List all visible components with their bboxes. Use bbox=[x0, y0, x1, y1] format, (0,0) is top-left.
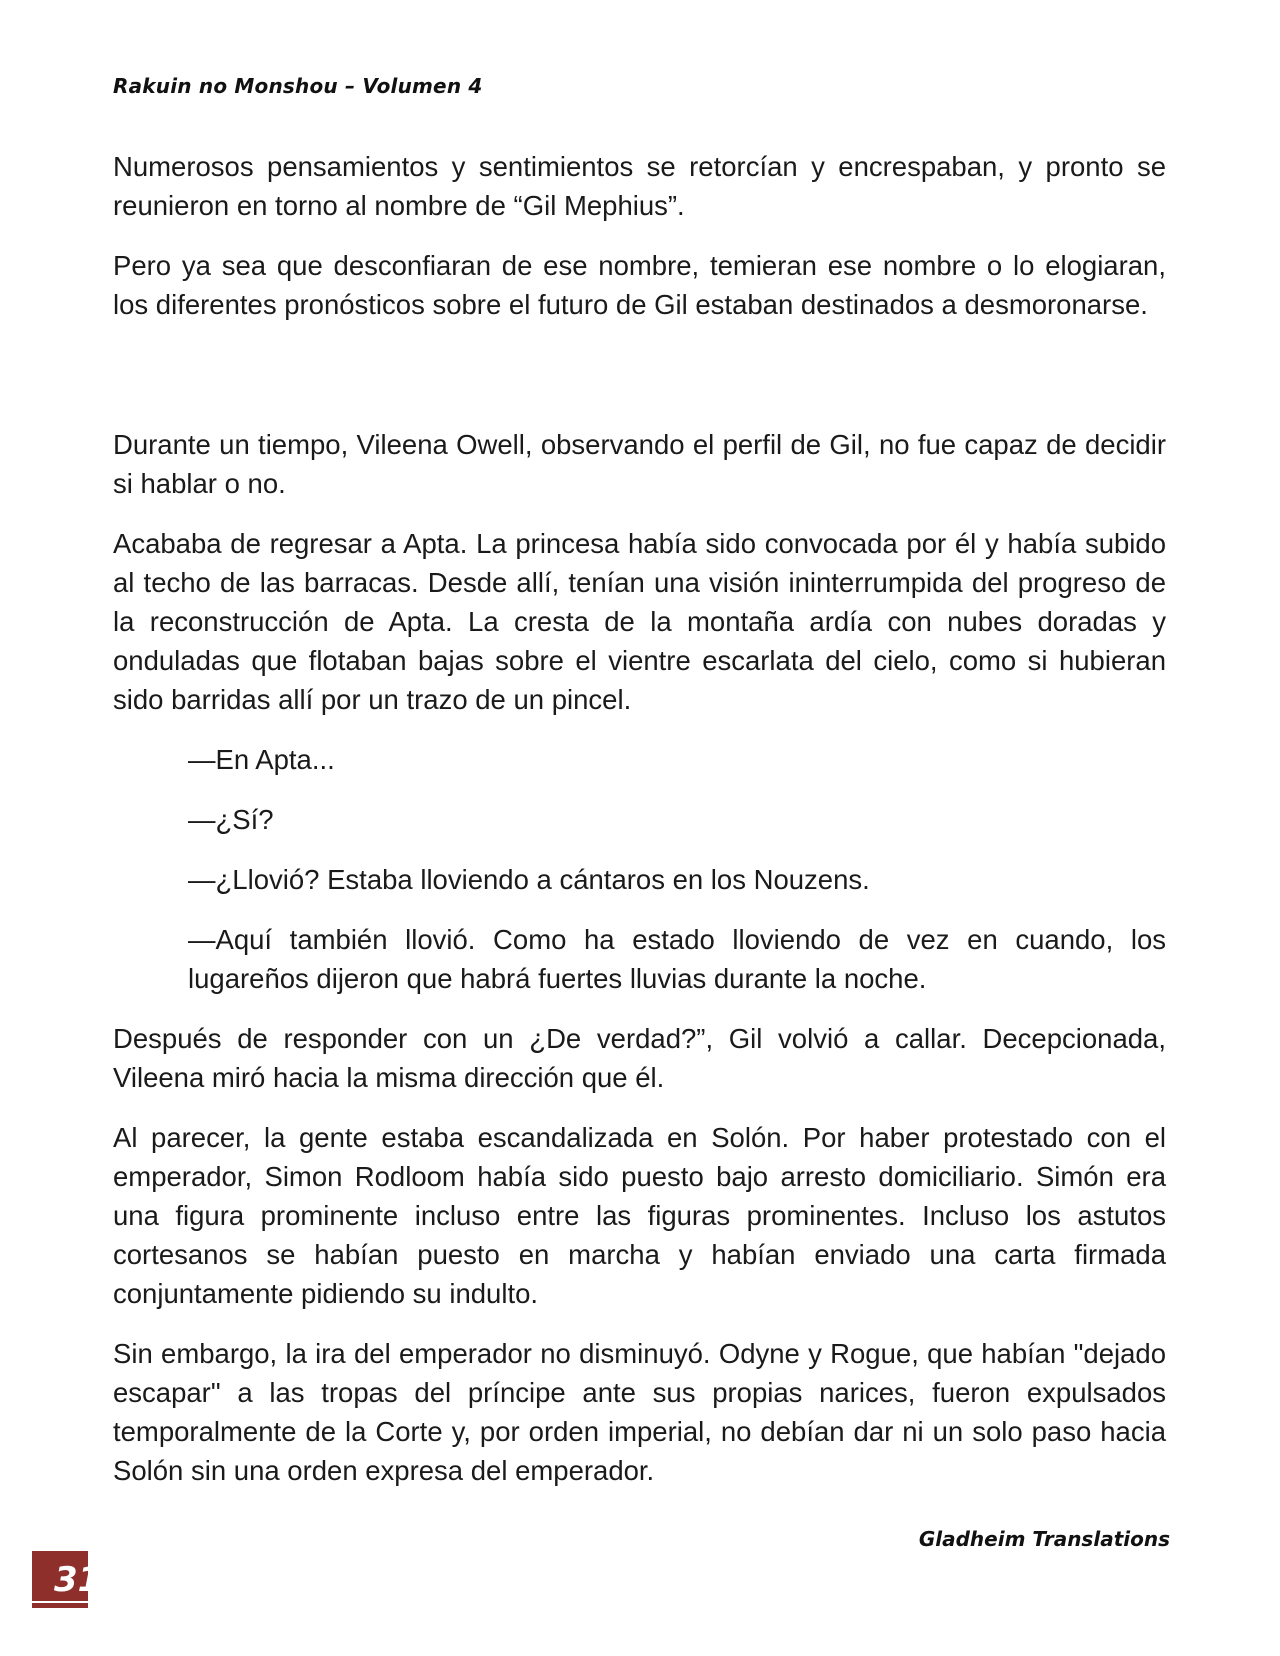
page-number: 31 bbox=[54, 1560, 102, 1600]
paragraph: Acababa de regresar a Apta. La princesa había sido convocada por él y había subido al techo de las barracas. Desde allí, tenían una visión ininterrumpida del progreso de la reconstrucción de Apta. La cresta de la montaña ardía con nubes doradas y onduladas que flotaban bajas sobre el vientre escarlata del cielo, como si hubieran sido barridas allí por un trazo de un pincel. bbox=[113, 528, 1166, 715]
dialogue-line: —Aquí también llovió. Como ha estado lloviendo de vez en cuando, los lugareños dijeron que habrá fuertes lluvias durante la noche. bbox=[188, 924, 1166, 994]
paragraph: Al parecer, la gente estaba escandalizada en Solón. Por haber protestado con el emperador, Simon Rodloom había sido puesto bajo arresto domiciliario. Simón era una figura prominente incluso entre las figuras prominentes. Incluso los astutos cortesanos se habían puesto en marcha y habían enviado una carta firmada conjuntamente pidiendo su indulto. bbox=[113, 1122, 1166, 1309]
paragraph: Pero ya sea que desconfiaran de ese nombre, temieran ese nombre o lo elogiaran, los diferentes pronósticos sobre el futuro de Gil estaban destinados a desmoronarse. bbox=[113, 250, 1166, 320]
paragraph: Después de responder con un ¿De verdad?”, Gil volvió a callar. Decepcionada, Vileena miró hacia la misma dirección que él. bbox=[113, 1023, 1166, 1093]
dialogue-line: —En Apta... bbox=[188, 744, 335, 775]
translator-credit: Gladheim Translations bbox=[918, 1527, 1170, 1551]
page-number-underline bbox=[32, 1601, 88, 1603]
dialogue-line: —¿Llovió? Estaba lloviendo a cántaros en los Nouzens. bbox=[188, 864, 870, 895]
paragraph: Durante un tiempo, Vileena Owell, observando el perfil de Gil, no fue capaz de decidir si hablar o no. bbox=[113, 429, 1166, 499]
page-number-badge bbox=[32, 1551, 102, 1608]
paragraph: Numerosos pensamientos y sentimientos se retorcían y encrespaban, y pronto se reunieron en torno al nombre de “Gil Mephius”. bbox=[113, 151, 1166, 221]
page-body bbox=[113, 147, 1166, 1511]
paragraph: Sin embargo, la ira del emperador no disminuyó. Odyne y Rogue, que habían "dejado escapar" a las tropas del príncipe ante sus propias narices, fueron expulsados temporalmente de la Corte y, por orden imperial, no debían dar ni un solo paso hacia Solón sin una orden expresa del emperador. bbox=[113, 1338, 1166, 1486]
dialogue-line: —¿Sí? bbox=[188, 804, 274, 835]
running-header: Rakuin no Monshou – Volumen 4 bbox=[113, 74, 483, 98]
scene-break bbox=[113, 345, 1166, 425]
